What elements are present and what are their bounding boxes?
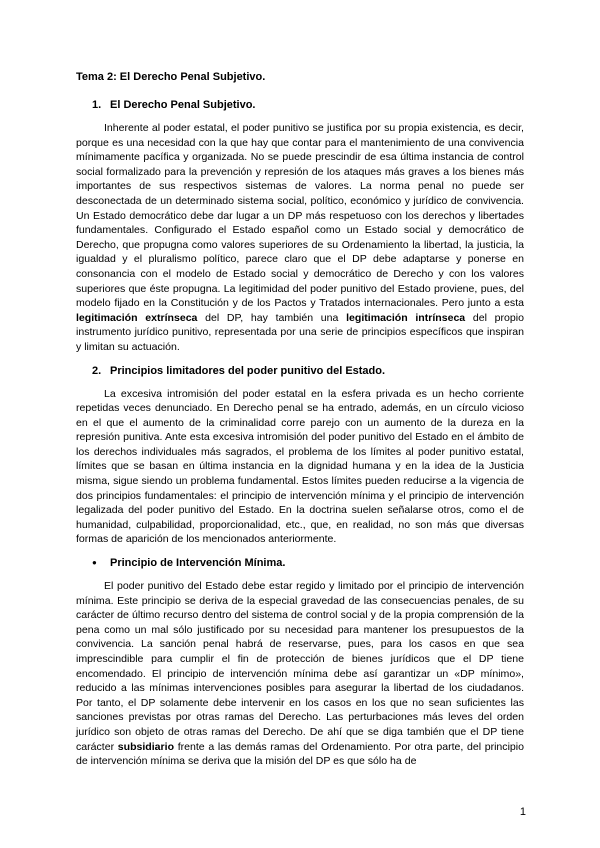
section-1-paragraph bbox=[76, 121, 524, 355]
section-3-bold-subsidiario: subsidiario bbox=[117, 740, 175, 753]
section-1-text-a: Inherente al poder estatal, el poder punitivo se justifica por su propia existencia, es decir, porque es una necesidad con la que hay que contar para el mantenimiento de una convivencia mínimamente pacífica y organizada. No se puede prescindir de esa última instancia de control social formalizado para la prevención y represión de los ataques más graves a los bienes más importantes de sus respectivos sistemas de valores. La norma penal no puede ser desconectada de un determinado sistema social, político, económico y jurídico de convivencia. Un Estado democrático debe dar lugar a un DP más respetuoso con los derechos y libertades fundamentales. Configurado el Estado español como un Estado social y democrático de Derecho, que propugna como valores superiores de su Ordenamiento la libertad, la justicia, la igualdad y el pluralismo político, parece claro que el DP debe adaptarse y ponerse en consonancia con el modelo de Estado social y democrático de Derecho y con los valores superiores que éste propugna. La legitimidad del poder punitivo del Estado proviene, pues, del modelo fijado en la Constitución y de los Pactos y Tratados internacionales. Pero junto a esta bbox=[76, 122, 524, 310]
section-3-text-a: El poder punitivo del Estado debe estar regido y limitado por el principio de intervención mínima. Este principio se deriva de la especial gravedad de las consecuencias penales, de su carácter de último recurso dentro del sistema de control social y de la propia comprensión de la pena como un mal sólo justificado por su necesidad para mantener los presupuestos de la convivencia. La sanción penal habrá de reservarse, pues, para los casos en que sea imprescindible para cumplir el fin de protección de bienes jurídicos que el DP tiene encomendado. El principio de intervención mínima debe así garantizar un «DP mínimo», reducido a las mínimas intervenciones posibles para asegurar la libertad de los ciudadanos. Por tanto, el DP solamente debe intervenir en los casos en los que no sean suficientes las sanciones previstas por otras ramas del Derecho. Las perturbaciones más leves del orden jurídico son objeto de otras ramas del Derecho. De ahí que se diga también que el DP tiene carácter bbox=[76, 580, 524, 753]
section-1-heading bbox=[92, 98, 524, 112]
bullet-icon: ● bbox=[92, 558, 97, 568]
section-2-number: 2. bbox=[92, 364, 102, 377]
section-2-title: Principios limitadores del poder punitivo del Estado. bbox=[110, 364, 386, 377]
section-2-text: La excesiva intromisión del poder estatal en la esfera privada es un hecho corriente repetidas veces denunciado. En Derecho penal se ha entrado, además, en un círculo vicioso en el que el aumento de la criminalidad corre parejo con un aumento de la dureza en la represión punitiva. Ante esta excesiva intromisión del poder punitivo del Estado en el ámbito de los derechos individuales más sagrados, el problema de los límites al poder punitivo estatal, límites que se basan en última instancia en la dignidad humana y en la idea de la Justicia misma, sigue siendo un problema fundamental. Estos límites pueden reducirse a la vigencia de dos principios fundamentales: el principio de intervención mínima y el principio de intervención legalizada del poder punitivo del Estado. En la doctrina suelen señalarse otros, como el de humanidad, culpabilidad, proporcionalidad, etc., que, en realidad, no son más que diversas formas de aparición de los mencionados anteriormente. bbox=[76, 387, 524, 546]
section-1-text-c: del propio instrumento jurídico punitivo, representada por una serie de principios específicos que inspiran y limitan su actuación. bbox=[76, 311, 524, 353]
section-1-title: El Derecho Penal Subjetivo. bbox=[110, 99, 256, 111]
section-1-bold-extrinseca: legitimación extrínseca bbox=[76, 311, 198, 324]
section-3-heading bbox=[92, 556, 524, 570]
section-1-text-b: del DP, hay también una bbox=[197, 311, 347, 324]
section-3-paragraph bbox=[76, 579, 524, 769]
document-title: Tema 2: El Derecho Penal Subjetivo. bbox=[76, 71, 266, 83]
section-3-text-b: frente a las demás ramas del Ordenamiento. Por otra parte, del principio de intervención mínima se deriva que la misión del DP es que sólo ha de bbox=[76, 740, 524, 768]
page-number: 1 bbox=[519, 806, 526, 818]
section-3-title: Principio de Intervención Mínima. bbox=[110, 557, 286, 570]
section-2-heading bbox=[92, 364, 524, 378]
section-1-number: 1. bbox=[92, 99, 102, 111]
section-1-bold-intrinseca: legitimación intrínseca bbox=[346, 311, 466, 324]
section-2-paragraph bbox=[76, 387, 524, 548]
